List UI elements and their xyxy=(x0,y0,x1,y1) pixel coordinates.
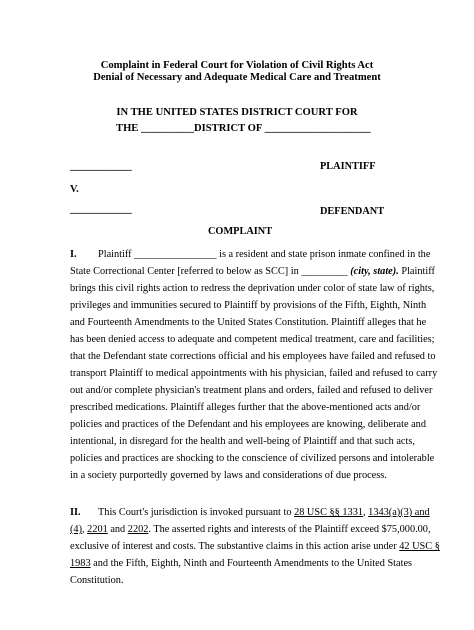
section-1-line-12: intentional, in disregard for the health and well-being of Plaintiff and that such acts, xyxy=(70,436,415,447)
section-1-line-8: transport Plaintiff to medical appointments with his physician, failed and refused to carry xyxy=(70,368,438,379)
statute-link-42-usc[interactable]: 42 USC § xyxy=(399,541,440,552)
section-2-line-1-text: This Court's jurisdiction is invoked pursuant to xyxy=(98,507,292,518)
section-1-line-9: out and/or complete physician's treatment plans and orders, failed and refused to deliver xyxy=(70,385,433,396)
versus-label: V. xyxy=(70,184,79,195)
section-1-line-2 xyxy=(70,265,435,279)
section-2-line-2-text: . The asserted rights and interests of the Plaintiff exceed $75,000.00, xyxy=(148,524,431,535)
section-2-line-4-text: and the Fifth, Eighth, Ninth and Fourteenth Amendments to the United States xyxy=(93,558,413,569)
statute-link-28-usc-1331[interactable]: 28 USC §§ 1331 xyxy=(294,507,364,518)
court-district-line xyxy=(116,122,371,136)
statute-link-2201[interactable]: 2201 xyxy=(87,524,108,535)
section-1-line-1: Plaintiff ________________ is a resident and state prison inmate confined in the xyxy=(98,249,431,260)
statute-link-2202[interactable]: 2202 xyxy=(127,524,149,535)
section-1-line-2-tail: Plaintiff xyxy=(401,266,435,277)
plaintiff-label: PLAINTIFF xyxy=(320,161,376,172)
and-text: and xyxy=(110,524,126,535)
section-1-line-3: brings this civil rights action to redress the deprivation under color of state law of rights, xyxy=(70,283,435,294)
court-blank-1: __________ xyxy=(141,123,194,134)
section-2-line-5: Constitution. xyxy=(70,575,124,586)
section-1-line-6: has been denied access to adequate and competent medical treatment, care and facilities; xyxy=(70,334,435,345)
section-2-line-4 xyxy=(70,557,412,571)
defendant-label: DEFENDANT xyxy=(320,206,385,217)
section-2-line-1 xyxy=(98,506,430,520)
section-2-line-2 xyxy=(70,523,431,537)
city-state-label: (city, state). xyxy=(350,266,399,277)
defendant-name-blank: ____________ xyxy=(70,204,132,215)
section-1-line-2-text: State Correctional Center [referred to below as SCC] in _________ xyxy=(70,266,348,277)
court-blank-2: ____________________ xyxy=(264,123,371,134)
section-1-line-14: in a society purportedly governed by laws and considerations of due process. xyxy=(70,470,387,481)
statute-link-1983[interactable]: 1983 xyxy=(70,558,91,569)
separator: , xyxy=(363,507,366,518)
section-1-line-5: and Fourteenth Amendments to the United States Constitution. Plaintiff alleges that he xyxy=(70,317,427,328)
separator: , xyxy=(82,524,85,535)
plaintiff-name-blank: ____________ xyxy=(70,161,132,172)
section-2-line-3 xyxy=(70,540,440,554)
document-title-line1: Complaint in Federal Court for Violation of Civil Rights Act xyxy=(100,60,374,71)
court-district-of: DISTRICT OF xyxy=(194,123,262,134)
section-2-line-3-text: exclusive of interest and costs. The substantive claims in this action arise under xyxy=(70,541,397,552)
statute-link-1343[interactable]: 1343(a)(3) and xyxy=(368,507,430,518)
complaint-heading: COMPLAINT xyxy=(208,226,273,237)
section-1-line-10: prescribed medications. Plaintiff alleges further that the above-mentioned acts and/or xyxy=(70,402,421,413)
section-1-line-13: policies and practices are shocking to the conscience of civilized persons and intolerable xyxy=(70,453,435,464)
court-name: IN THE UNITED STATES DISTRICT COURT FOR xyxy=(116,107,358,118)
court-the: THE xyxy=(116,123,139,134)
section-2-number: II. xyxy=(70,507,81,518)
section-1-line-7: that the Defendant state corrections official and his employees have failed and refused to xyxy=(70,351,436,362)
section-1-number: I. xyxy=(70,249,77,260)
document-title-line2: Denial of Necessary and Adequate Medical Care and Treatment xyxy=(93,72,381,83)
section-1-line-11: policies and practices of the Defendant and his employees are knowing, deliberate and xyxy=(70,419,426,430)
statute-link-4[interactable]: (4) xyxy=(70,524,83,535)
section-1-line-4: privileges and immunities secured to Plaintiff by provisions of the Fifth, Eighth, Ninth xyxy=(70,300,427,311)
